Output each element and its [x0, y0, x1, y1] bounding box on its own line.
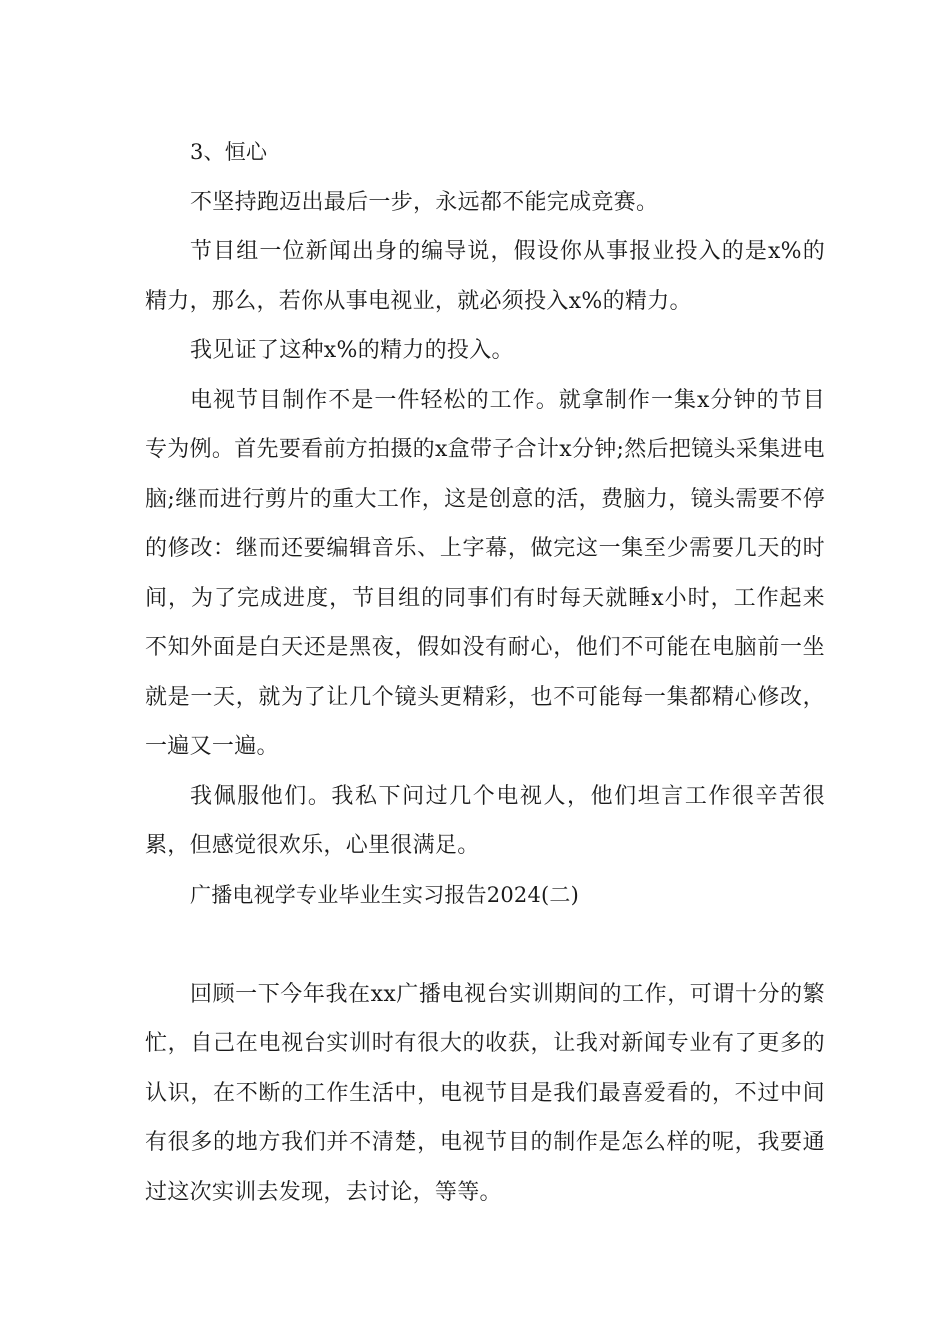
- document-body: [145, 128, 825, 1217]
- report-title: 广播电视学专业毕业生实习报告2024(二): [190, 882, 580, 907]
- blank-line: [145, 920, 825, 970]
- paragraph: 我佩服他们。我私下问过几个电视人，他们坦言工作很辛苦很累，但感觉很欢乐，心里很满足。: [145, 783, 825, 858]
- paragraph: 节目组一位新闻出身的编导说，假设你从事报业投入的是x%的精力，那么，若你从事电视业，就必须投入x%的精力。: [145, 239, 825, 314]
- paragraph: 不坚持跑迈出最后一步，永远都不能完成竞赛。: [190, 189, 659, 215]
- section-heading-perseverance: 3、恒心: [190, 140, 268, 164]
- paragraph: 电视节目制作不是一件轻松的工作。就拿制作一集x分钟的节目专为例。首先要看前方拍摄的x盒带子合计x分钟;然后把镜头采集进电脑;继而进行剪片的重大工作，这是创意的活，费脑力，镜头需要不停的修改：继而还要编辑音乐、上字幕，做完这一集至少需要几天的时间，为了完成进度，节目组的同事们有时每天就睡x小时，工作起来不知外面是白天还是黑夜，假如没有耐心，他们不可能在电脑前一坐就是一天，就为了让几个镜头更精彩，也不可能每一集都精心修改，一遍又一遍。: [145, 387, 825, 759]
- paragraph: 回顾一下今年我在xx广播电视台实训期间的工作，可谓十分的繁忙，自己在电视台实训时有很大的收获，让我对新闻专业有了更多的认识，在不断的工作生活中，电视节目是我们最喜爱看的，不过中间有很多的地方我们并不清楚，电视节目的制作是怎么样的呢，我要通过这次实训去发现，去讨论，等等。: [145, 981, 825, 1205]
- paragraph: 我见证了这种x%的精力的投入。: [190, 338, 514, 363]
